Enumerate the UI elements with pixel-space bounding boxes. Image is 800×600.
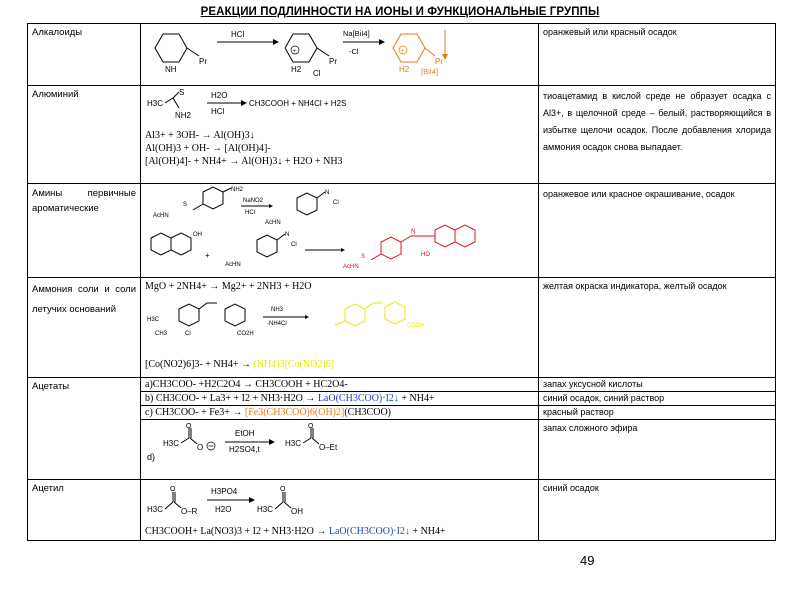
h2o-label: H2O — [211, 91, 228, 100]
table-row — [28, 420, 776, 480]
equation — [145, 358, 534, 371]
equation — [141, 406, 539, 420]
azo-coupling-scheme — [145, 186, 525, 270]
h3po4-label: H3PO4 — [211, 487, 238, 496]
equation-product: LaO(CH3COO)·I2↓ — [317, 393, 399, 404]
svg-text:+: + — [400, 49, 405, 55]
n-label: N — [325, 190, 330, 196]
h2-label: H2 — [399, 65, 410, 74]
substance-name: Ацетил — [32, 483, 64, 494]
pr-label: Pr — [329, 57, 337, 66]
substance-cell — [28, 278, 141, 378]
substance-name: Амины первичные ароматические — [32, 188, 136, 214]
nh2-label: NH2 — [175, 111, 192, 120]
reaction-cell — [141, 86, 539, 184]
substance-cell — [28, 184, 141, 278]
svg-text:S: S — [361, 254, 366, 260]
oh-label: OH — [291, 507, 303, 516]
equation-right: + NH4+ — [401, 393, 435, 404]
nh3-label: NH3 — [271, 307, 284, 313]
o-label: O — [308, 423, 314, 430]
table-row — [28, 184, 776, 278]
h3c-label: H3C — [163, 439, 180, 448]
cl-label: Cl — [333, 200, 339, 206]
co2h-label: CO2H — [237, 331, 254, 337]
oh-label: OH — [193, 232, 202, 238]
o-label: O — [280, 486, 286, 493]
substance-name: Алюминий — [32, 89, 79, 100]
h2-label: H2 — [291, 65, 302, 74]
equation — [141, 392, 539, 406]
result-cell — [539, 392, 776, 406]
h2so4-label: H2SO4,t — [229, 445, 260, 454]
substance-name: Аммония соли и соли летучих оснований — [32, 284, 136, 315]
page-title: РЕАКЦИИ ПОДЛИННОСТИ НА ИОНЫ И ФУНКЦИОНАЛЬНЫЕ ГРУППЫ — [200, 6, 600, 18]
achn-label: AcHN — [343, 264, 359, 270]
d-label: d) — [147, 452, 156, 462]
equation: MgO + 2NH4+ → Mg2+ + 2NH3 + H2O — [145, 281, 312, 292]
equation: [Al(OH)4]- + NH4+ → Al(OH)3↓ + H2O + NH3 — [145, 156, 343, 167]
result-text: оранжевое или красное окрашивание, осадок — [543, 189, 735, 199]
equation-left: [Co(NO2)6]3- + NH4+ → — [145, 359, 251, 370]
equation-left: b) CH3COO- + La3+ + I2 + NH3·H2O → — [145, 393, 316, 404]
substance-cell — [28, 86, 141, 184]
etoh-label: EtOH — [235, 429, 255, 438]
thioacetamide-scheme — [145, 88, 525, 124]
svg-text:S: S — [183, 202, 188, 208]
result-cell — [539, 420, 776, 480]
h3c-label: H3C — [147, 99, 164, 108]
reaction-cell — [141, 24, 539, 86]
hcl-label: HCl — [231, 30, 245, 39]
result-cell — [539, 184, 776, 278]
table-row — [28, 278, 776, 378]
page-number: 49 — [580, 553, 595, 568]
result-text: запах уксусной кислоты — [543, 379, 643, 389]
reaction-cell — [141, 278, 539, 378]
n-label: N — [411, 229, 416, 235]
equation: a)CH3COO- +H2C2O4 → CH3COOH + HC2O4- — [141, 378, 539, 392]
equation: Al3+ + 3OH- → Al(OH)3↓ — [145, 130, 255, 141]
nh4cl-label: -NH4Cl — [267, 321, 287, 327]
products-label: CH3COOH + NH4Cl + H2S — [249, 99, 347, 108]
equation — [145, 525, 534, 538]
result-text: желтая окраска индикатора, желтый осадок — [543, 281, 727, 291]
bii4-label: [BiI4] — [421, 67, 439, 76]
result-text: тиоацетамид в кислой среде не образует осадка с Al3+, в щелочной среде – белый, растворяющийся в избытке щелочи осадок. После добавления хлорида аммония осадок снова выпадает. — [543, 91, 771, 152]
plus-label: + — [205, 251, 210, 260]
h2o-label: H2O — [215, 505, 232, 514]
n-label: N — [285, 232, 290, 238]
co2h-label: CO2H — [407, 323, 424, 329]
h3c-label: H3C — [147, 505, 164, 514]
result-text: синий осадок, синий раствор — [543, 393, 665, 403]
pr-label: Pr — [435, 57, 443, 66]
ho-label: HO — [421, 252, 430, 258]
hcl-label: HCl — [245, 210, 255, 216]
indicator-scheme — [145, 293, 525, 353]
result-cell — [539, 278, 776, 378]
o-label: O — [197, 443, 204, 452]
substance-cell — [28, 378, 141, 480]
table-row — [28, 480, 776, 541]
table-row — [28, 392, 776, 406]
substance-name: Алкалоиды — [32, 27, 83, 38]
equation-left: c) CH3COO- + Fe3+ → — [145, 407, 243, 418]
result-text: запах сложного эфира — [543, 423, 638, 433]
svg-text:+: + — [292, 49, 297, 55]
pr-label: Pr — [199, 57, 207, 66]
cl-label: Cl — [291, 242, 297, 248]
s-label: S — [179, 88, 185, 97]
nano2-label: NaNO2 — [243, 198, 264, 204]
reactions-table — [27, 23, 776, 541]
equation: Al(OH)3 + OH- → [Al(OH)4]- — [145, 143, 271, 154]
equation-right: (CH3COO) — [344, 407, 391, 418]
substance-cell — [28, 24, 141, 86]
o-label: O — [170, 486, 176, 493]
result-cell — [539, 86, 776, 184]
cl-label: Cl — [185, 331, 191, 337]
nh-label: NH — [165, 65, 177, 74]
acetyl-scheme — [145, 482, 525, 520]
result-cell — [539, 480, 776, 541]
substance-cell — [28, 480, 141, 541]
result-text: синий осадок — [543, 483, 599, 493]
alkaloid-scheme — [145, 26, 525, 78]
ch3-label: CH3 — [155, 331, 168, 337]
substance-name: Ацетаты — [32, 381, 70, 392]
reaction-cell — [141, 420, 539, 480]
esterification-scheme — [145, 422, 525, 472]
table-row — [28, 378, 776, 392]
reagent-label: Na[BiI4] — [343, 29, 370, 38]
cl-minus-label: -Cl — [349, 47, 359, 56]
achn-label: AcHN — [153, 213, 169, 219]
result-text: оранжевый или красный осадок — [543, 27, 677, 37]
table-row — [28, 406, 776, 420]
oet-label: O–Et — [319, 443, 338, 452]
cl-label: Cl — [313, 69, 321, 78]
achn-label: AcHN — [265, 220, 281, 226]
o-label: O — [186, 423, 192, 430]
equation-product: [Fe3(CH3COO)6(OH)2] — [244, 407, 345, 418]
reaction-cell — [141, 480, 539, 541]
result-cell — [539, 406, 776, 420]
h3c-label: H3C — [285, 439, 302, 448]
reaction-cell — [141, 184, 539, 278]
result-cell — [539, 24, 776, 86]
hcl-label: HCl — [211, 107, 225, 116]
equation-product: (NH4)3[Co(NO2)6] — [253, 359, 335, 370]
equation-right: + NH4+ — [412, 526, 446, 537]
h3c-label: H3C — [257, 505, 274, 514]
table-row — [28, 86, 776, 184]
equation-left: CH3COOH+ La(NO3)3 + I2 + NH3·H2O → — [145, 526, 327, 537]
result-text: красный раствор — [543, 407, 614, 417]
nh2-label: NH2 — [231, 187, 244, 193]
result-cell — [539, 378, 776, 392]
achn-label: AcHN — [225, 262, 241, 268]
equation-product: LaO(CH3COO)·I2↓ — [328, 526, 410, 537]
table-row — [28, 24, 776, 86]
h3c-label: H3C — [147, 317, 160, 323]
o-r-label: O–R — [181, 507, 198, 516]
